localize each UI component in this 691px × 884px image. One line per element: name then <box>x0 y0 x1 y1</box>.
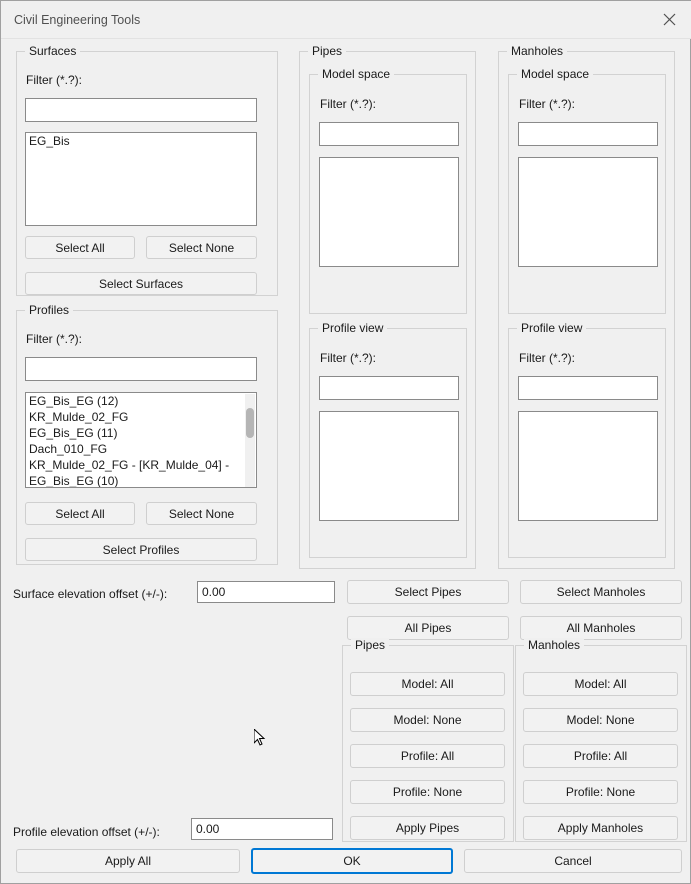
manholes-profile-none-button[interactable]: Profile: None <box>523 780 678 804</box>
pipes-model-filter-label: Filter (*.?): <box>320 97 377 111</box>
list-item[interactable]: EG_Bis <box>29 134 70 148</box>
manholes-profile-filter-label: Filter (*.?): <box>519 351 576 365</box>
surfaces-group <box>16 44 278 296</box>
all-manholes-button[interactable]: All Manholes <box>520 616 682 640</box>
manholes-profile-listbox[interactable] <box>518 411 658 521</box>
manholes-model-listbox[interactable] <box>518 157 658 267</box>
surfaces-group-legend: Surfaces <box>25 44 80 58</box>
pipes-model-none-button[interactable]: Model: None <box>350 708 505 732</box>
manholes-model-space-group <box>508 67 666 314</box>
title-bar <box>1 1 691 39</box>
pipes-profile-filter-input[interactable] <box>319 376 459 400</box>
list-item[interactable]: KR_Mulde_02_FG - [KR_Mulde_04] - <box>29 458 230 472</box>
pipes-model-all-button[interactable]: Model: All <box>350 672 505 696</box>
list-item[interactable]: KR_Mulde_02_FG <box>29 410 129 424</box>
list-item[interactable]: EG_Bis_EG (10) <box>29 474 119 488</box>
apply-pipes-button[interactable]: Apply Pipes <box>350 816 505 840</box>
surfaces-select-all-button[interactable]: Select All <box>25 236 135 259</box>
all-pipes-button[interactable]: All Pipes <box>347 616 509 640</box>
pipes-actions-legend: Pipes <box>351 638 389 652</box>
pipes-actions-group <box>342 638 514 842</box>
surfaces-filter-input[interactable] <box>25 98 257 122</box>
profile-offset-input[interactable] <box>191 818 333 840</box>
surfaces-filter-label: Filter (*.?): <box>26 73 83 87</box>
profile-offset-label: Profile elevation offset (+/-): <box>13 825 160 839</box>
close-icon[interactable] <box>647 1 691 38</box>
pipes-profile-all-button[interactable]: Profile: All <box>350 744 505 768</box>
surface-offset-label: Surface elevation offset (+/-): <box>13 587 168 601</box>
surface-offset-input[interactable] <box>197 581 335 603</box>
pipes-profile-listbox[interactable] <box>319 411 459 521</box>
pipes-profile-none-button[interactable]: Profile: None <box>350 780 505 804</box>
profiles-filter-input[interactable] <box>25 357 257 381</box>
mouse-cursor-icon <box>254 729 266 747</box>
list-item[interactable]: EG_Bis_EG (12) <box>29 394 119 408</box>
profiles-listbox[interactable] <box>25 392 257 488</box>
ok-button[interactable]: OK <box>251 848 453 874</box>
list-item[interactable]: Dach_010_FG <box>29 442 108 456</box>
profiles-group <box>16 303 278 565</box>
select-surfaces-button[interactable]: Select Surfaces <box>25 272 257 295</box>
apply-all-button[interactable]: Apply All <box>16 849 240 873</box>
manholes-group-legend: Manholes <box>507 44 567 58</box>
apply-manholes-button[interactable]: Apply Manholes <box>523 816 678 840</box>
manholes-group <box>498 44 675 569</box>
select-profiles-button[interactable]: Select Profiles <box>25 538 257 561</box>
profiles-select-none-button[interactable]: Select None <box>146 502 257 525</box>
list-item[interactable]: EG_Bis_EG (11) <box>29 426 118 440</box>
pipes-model-listbox[interactable] <box>319 157 459 267</box>
pipes-profile-view-group <box>309 321 467 558</box>
pipes-profile-filter-label: Filter (*.?): <box>320 351 377 365</box>
manholes-profile-filter-input[interactable] <box>518 376 658 400</box>
profiles-filter-label: Filter (*.?): <box>26 332 83 346</box>
manholes-model-space-legend: Model space <box>517 67 593 81</box>
pipes-model-filter-input[interactable] <box>319 122 459 146</box>
pipes-group <box>299 44 476 569</box>
surfaces-listbox[interactable] <box>25 132 257 226</box>
pipes-model-space-group <box>309 67 467 314</box>
cancel-button[interactable]: Cancel <box>464 849 682 873</box>
manholes-profile-all-button[interactable]: Profile: All <box>523 744 678 768</box>
manholes-model-none-button[interactable]: Model: None <box>523 708 678 732</box>
manholes-profile-view-legend: Profile view <box>517 321 586 335</box>
manholes-model-filter-label: Filter (*.?): <box>519 97 576 111</box>
profiles-select-all-button[interactable]: Select All <box>25 502 135 525</box>
profiles-group-legend: Profiles <box>25 303 73 317</box>
manholes-model-filter-input[interactable] <box>518 122 658 146</box>
pipes-model-space-legend: Model space <box>318 67 394 81</box>
profiles-scrollbar[interactable] <box>245 394 255 488</box>
page-title: Civil Engineering Tools <box>14 13 141 27</box>
manholes-actions-group <box>515 638 687 842</box>
pipes-group-legend: Pipes <box>308 44 346 58</box>
profiles-scrollbar-thumb[interactable] <box>246 408 254 438</box>
manholes-actions-legend: Manholes <box>524 638 584 652</box>
manholes-model-all-button[interactable]: Model: All <box>523 672 678 696</box>
select-pipes-button[interactable]: Select Pipes <box>347 580 509 604</box>
select-manholes-button[interactable]: Select Manholes <box>520 580 682 604</box>
manholes-profile-view-group <box>508 321 666 558</box>
surfaces-select-none-button[interactable]: Select None <box>146 236 257 259</box>
pipes-profile-view-legend: Profile view <box>318 321 387 335</box>
